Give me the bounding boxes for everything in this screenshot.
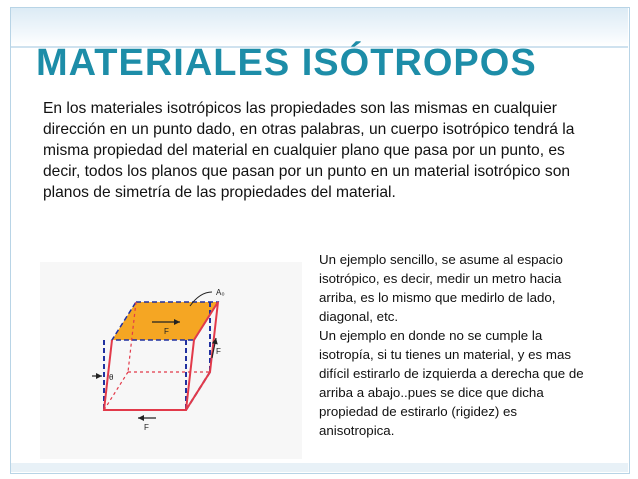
- intro-paragraph: En los materiales isotrópicos las propiedades son las mismas en cualquier dirección en un punto dado, en otras palabras, un cuerpo isotrópico tendrá la misma propiedad del material en cualquier plano que pasa por un punto, es decir, todos los planos que pasan por un punto en un material isotrópico son planos de simetría de las propiedades del material.: [43, 100, 575, 201]
- shear-diagram: [40, 262, 302, 459]
- slide-title: MATERIALES ISÓTROPOS: [36, 42, 537, 84]
- force-label-top: F: [164, 327, 169, 336]
- shear-diagram-svg: [40, 262, 302, 459]
- header-band: [11, 8, 628, 46]
- angle-label: θ: [109, 373, 114, 382]
- example-paragraph: Un ejemplo sencillo, se asume al espacio isotrópico, es decir, medir un metro hacia arriba, es lo mismo que medirlo de lado, diagonal, etc. Un ejemplo en donde no se cumple la isotropía, si tu tienes un material, y es mas difícil estirarlo de izquierda a derecha que de arriba a abajo..pues se dice que dicha propiedad de estirarlo (rigidez) es anisotropica.: [319, 252, 584, 438]
- footer-band: [11, 463, 628, 472]
- area-label: A₀: [216, 288, 225, 297]
- force-label-bottom: F: [144, 423, 149, 432]
- force-label-side: F: [216, 347, 221, 356]
